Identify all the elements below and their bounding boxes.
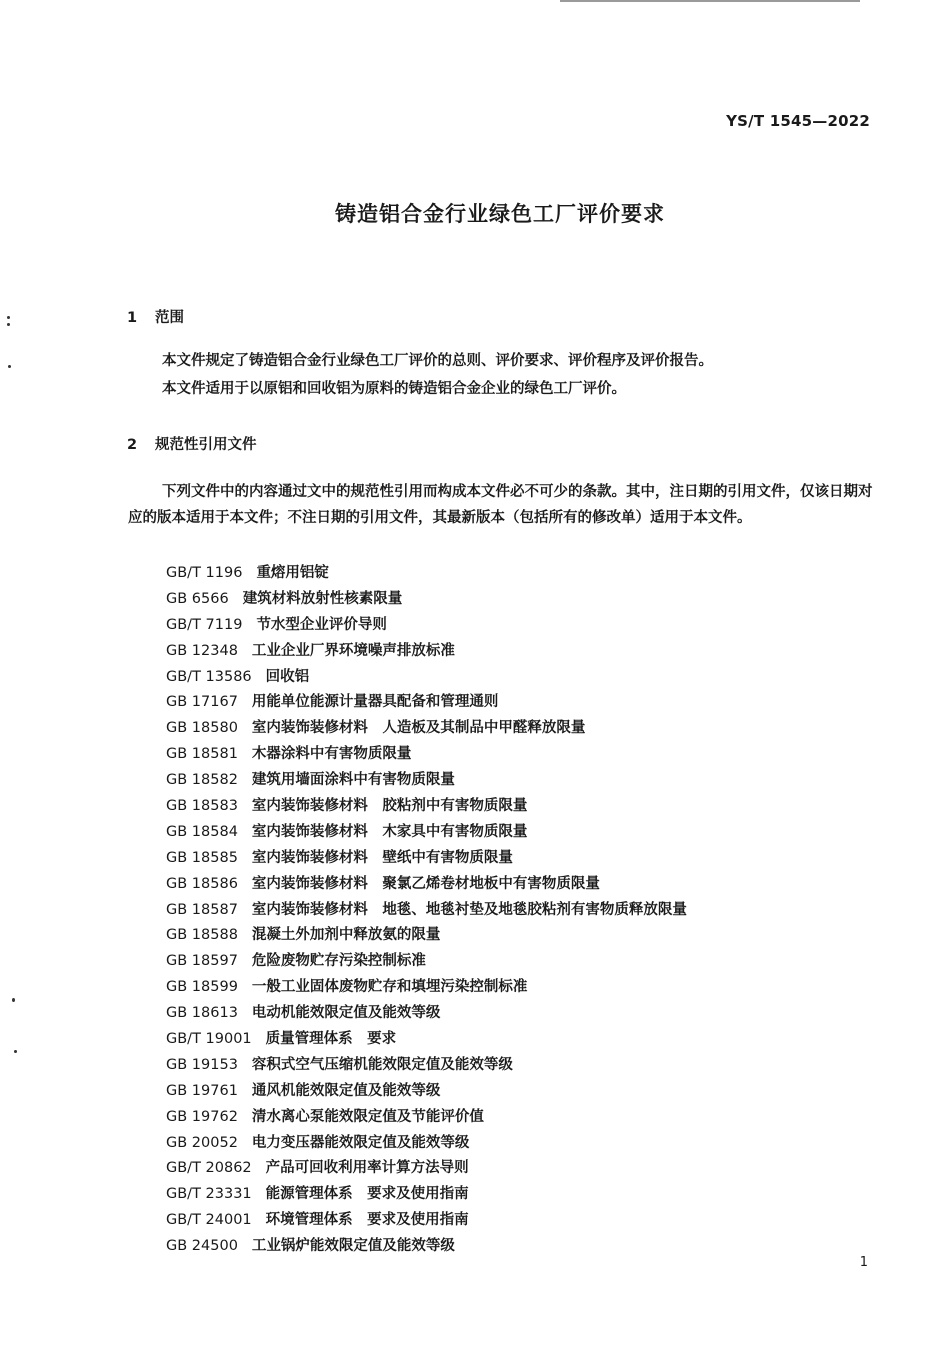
scope-paragraph-2: 本文件适用于以原铝和回收铝为原料的铸造铝合金企业的绿色工厂评价。	[162, 380, 626, 397]
reference-name: 室内装饰装修材料 胶粘剂中有害物质限量	[251, 797, 528, 815]
reference-item	[166, 793, 687, 819]
reference-item	[166, 974, 687, 1000]
reference-item	[166, 1130, 687, 1156]
reference-name: 容积式空气压缩机能效限定值及能效等级	[251, 1055, 513, 1073]
reference-item	[166, 715, 687, 741]
section-number: 2	[127, 437, 138, 453]
reference-item	[166, 948, 687, 974]
reference-item	[166, 1155, 687, 1181]
document-title: 铸造铝合金行业绿色工厂评价要求	[335, 202, 665, 226]
reference-name: 工业企业厂界环境噪声排放标准	[251, 641, 455, 659]
reference-name: 清水离心泵能效限定值及节能评价值	[251, 1107, 484, 1125]
reference-code: GB 18587	[166, 901, 238, 918]
reference-item	[166, 922, 687, 948]
reference-name: 环境管理体系 要求及使用指南	[265, 1211, 469, 1229]
reference-code: GB/T 24001	[166, 1212, 252, 1229]
reference-code: GB 12348	[166, 642, 238, 659]
scope-paragraph-1: 本文件规定了铸造铝合金行业绿色工厂评价的总则、评价要求、评价程序及评价报告。	[162, 352, 713, 369]
reference-code: GB 24500	[166, 1238, 238, 1255]
reference-item	[166, 767, 687, 793]
reference-code: GB/T 19001	[166, 1031, 252, 1048]
reference-name: 质量管理体系 要求	[265, 1030, 397, 1048]
reference-name: 木器涂料中有害物质限量	[251, 745, 412, 763]
section-heading-normative-references	[127, 433, 257, 454]
reference-item	[166, 897, 687, 923]
reference-code: GB 18588	[166, 927, 238, 944]
reference-name: 产品可回收利用率计算方法导则	[265, 1159, 469, 1177]
reference-item	[166, 689, 687, 715]
reference-item	[166, 1207, 687, 1233]
reference-code: GB 19762	[166, 1108, 238, 1125]
reference-item	[166, 741, 687, 767]
scan-mark	[12, 998, 15, 1002]
reference-code: GB/T 13586	[166, 668, 252, 685]
reference-code: GB 18585	[166, 849, 238, 866]
reference-name: 室内装饰装修材料 地毯、地毯衬垫及地毯胶粘剂有害物质释放限量	[251, 900, 687, 918]
reference-code: GB/T 20862	[166, 1160, 252, 1177]
section-title: 规范性引用文件	[155, 437, 257, 453]
reference-name: 电力变压器能效限定值及能效等级	[251, 1133, 470, 1151]
reference-item	[166, 586, 687, 612]
reference-item	[166, 845, 687, 871]
reference-name: 重熔用铝锭	[256, 564, 329, 581]
reference-code: GB 18582	[166, 772, 238, 789]
reference-item	[166, 1181, 687, 1207]
reference-name: 回收铝	[265, 667, 310, 685]
reference-item	[166, 1104, 687, 1130]
reference-code: GB/T 23331	[166, 1186, 252, 1203]
reference-name: 通风机能效限定值及能效等级	[251, 1081, 441, 1099]
reference-item	[166, 664, 687, 690]
reference-code: GB 18586	[166, 875, 238, 892]
reference-code: GB/T 7119	[166, 616, 243, 633]
reference-name: 室内装饰装修材料 壁纸中有害物质限量	[251, 848, 513, 866]
reference-name: 室内装饰装修材料 人造板及其制品中甲醛释放限量	[251, 719, 586, 737]
reference-code: GB 17167	[166, 694, 238, 711]
reference-code: GB 18583	[166, 798, 238, 815]
reference-name: 室内装饰装修材料 聚氯乙烯卷材地板中有害物质限量	[251, 874, 600, 892]
reference-name: 能源管理体系 要求及使用指南	[265, 1185, 469, 1203]
reference-item	[166, 819, 687, 845]
reference-item	[166, 1052, 687, 1078]
reference-item	[166, 1000, 687, 1026]
reference-name: 工业锅炉能效限定值及能效等级	[251, 1237, 455, 1255]
reference-code: GB/T 1196	[166, 565, 243, 581]
reference-name: 室内装饰装修材料 木家具中有害物质限量	[251, 822, 528, 840]
scan-mark	[8, 365, 11, 368]
reference-name: 危险废物贮存污染控制标准	[251, 952, 426, 970]
section-number: 1	[127, 310, 138, 326]
reference-name: 建筑材料放射性核素限量	[242, 589, 403, 607]
section-heading-scope	[127, 306, 184, 327]
reference-code: GB 18597	[166, 953, 238, 970]
reference-code: GB 18580	[166, 720, 238, 737]
reference-name: 节水型企业评价导则	[256, 615, 387, 633]
scan-mark	[7, 323, 10, 326]
reference-item	[166, 638, 687, 664]
references-intro-paragraph: 下列文件中的内容通过文中的规范性引用而构成本文件必不可少的条款。其中，注日期的引用文件，仅该日期对应的版本适用于本文件；不注日期的引用文件，其最新版本（包括所有的修改单）适用于本文件。	[128, 483, 873, 526]
reference-code: GB 18599	[166, 979, 238, 996]
reference-code: GB 18613	[166, 1005, 238, 1022]
reference-item	[166, 871, 687, 897]
section-title: 范围	[155, 310, 184, 326]
reference-name: 电动机能效限定值及能效等级	[251, 1004, 441, 1022]
reference-name: 建筑用墙面涂料中有害物质限量	[251, 771, 455, 789]
reference-item	[166, 560, 687, 586]
reference-list	[166, 560, 687, 1259]
scan-top-rule	[560, 0, 860, 2]
reference-name: 一般工业固体废物贮存和填埋污染控制标准	[251, 978, 528, 996]
standard-number: YS/T 1545—2022	[726, 112, 870, 130]
page-number: 1	[859, 1255, 868, 1270]
scan-mark	[14, 1050, 17, 1053]
reference-item	[166, 1233, 687, 1259]
reference-code: GB 18581	[166, 746, 238, 763]
reference-item	[166, 612, 687, 638]
reference-name: 混凝土外加剂中释放氨的限量	[251, 926, 441, 944]
reference-code: GB 19761	[166, 1082, 238, 1099]
reference-code: GB 6566	[166, 590, 229, 607]
reference-code: GB 20052	[166, 1134, 238, 1151]
reference-code: GB 18584	[166, 823, 238, 840]
reference-code: GB 19153	[166, 1056, 238, 1073]
reference-item	[166, 1078, 687, 1104]
scan-mark	[7, 316, 10, 319]
reference-name: 用能单位能源计量器具配备和管理通则	[251, 693, 499, 711]
reference-item	[166, 1026, 687, 1052]
